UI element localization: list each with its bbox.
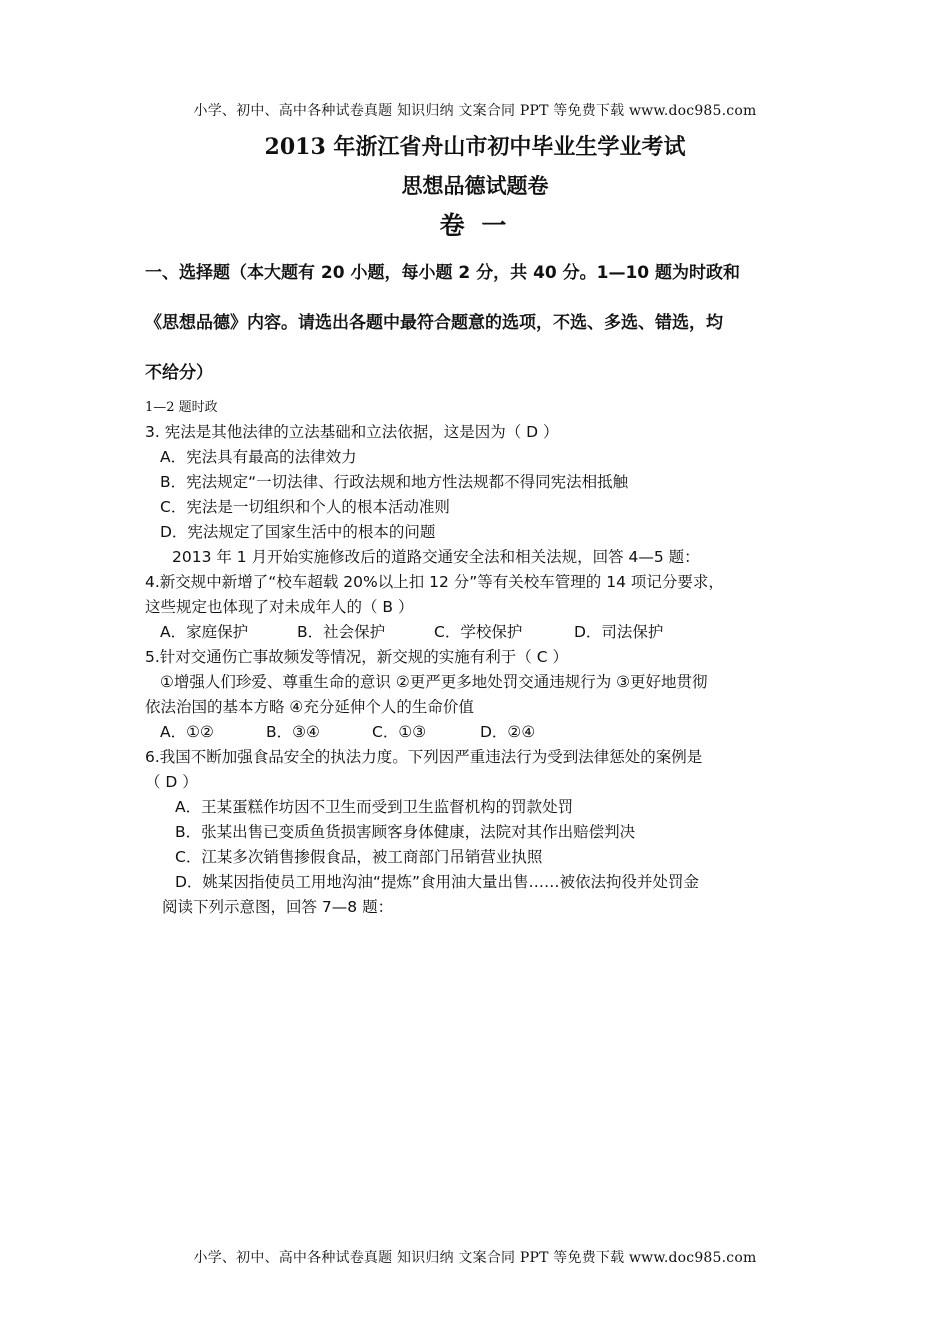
section-instruction-line-2: 《思想品德》内容。请选出各题中最符合题意的选项，不选、多选、错选，均 bbox=[145, 313, 723, 333]
question-4-line-1: 4.新交规中新增了“校车超载 20%以上扣 12 分”等有关校车管理的 14 项记分要求， bbox=[145, 573, 724, 591]
question-4-option-c: C．学校保护 bbox=[434, 623, 523, 641]
section-instruction-line-1: 一、选择题（本大题有 20 小题，每小题 2 分，共 40 分。1—10 题为时政和 bbox=[145, 263, 741, 283]
question-4-options bbox=[160, 620, 663, 642]
question-4-line-2: 这些规定也体现了对未成年人的（ B ） bbox=[145, 598, 414, 616]
question-5-statements-line-2: 依法治国的基本方略 ④充分延伸个人的生命价值 bbox=[145, 698, 474, 716]
question-5-option-a: A．①② bbox=[160, 723, 214, 741]
question-6-line-1: 6.我国不断加强食品安全的执法力度。下列因严重违法行为受到法律惩处的案例是 bbox=[145, 748, 703, 766]
question-6-option-a: A．王某蛋糕作坊因不卫生而受到卫生监督机构的罚款处罚 bbox=[175, 798, 574, 816]
question-6-option-d: D．姚某因指使员工用地沟油“提炼”食用油大量出售……被依法拘役并处罚金 bbox=[175, 873, 699, 891]
exam-title: 2013 年浙江省舟山市初中毕业生学业考试 bbox=[264, 134, 686, 160]
question-3-stem: 3. 宪法是其他法律的立法基础和立法依据，这是因为（ D ） bbox=[145, 423, 559, 441]
intro-questions-4-5: 2013 年 1 月开始实施修改后的道路交通安全法和相关法规，回答 4—5 题： bbox=[172, 548, 700, 566]
question-4-option-a: A．家庭保护 bbox=[160, 623, 249, 641]
question-3-option-c: C．宪法是一切组织和个人的根本活动准则 bbox=[160, 498, 450, 516]
question-5-stem: 5.针对交通伤亡事故频发等情况，新交规的实施有利于（ C ） bbox=[145, 648, 568, 666]
watermark-bottom: 小学、初中、高中各种试卷真题 知识归纳 文案合同 PPT 等免费下载 www.doc985.com bbox=[193, 1250, 757, 1266]
question-5-option-d: D．②④ bbox=[480, 723, 536, 741]
question-5-options bbox=[160, 720, 535, 742]
question-3-option-a: A．宪法具有最高的法律效力 bbox=[160, 448, 357, 466]
question-5-statements-line-1: ①增强人们珍爱、尊重生命的意识 ②更严更多地处罚交通违规行为 ③更好地贯彻 bbox=[160, 673, 708, 691]
note-current-affairs: 1—2 题时政 bbox=[145, 400, 218, 415]
question-3-option-b: B．宪法规定“一切法律、行政法规和地方性法规都不得同宪法相抵触 bbox=[160, 473, 629, 491]
question-6-option-c: C．江某多次销售掺假食品，被工商部门吊销营业执照 bbox=[175, 848, 543, 866]
intro-questions-7-8: 阅读下列示意图，回答 7—8 题： bbox=[162, 898, 394, 916]
question-5-option-c: C．①③ bbox=[372, 723, 427, 741]
volume-heading: 卷 一 bbox=[439, 211, 511, 240]
watermark-top: 小学、初中、高中各种试卷真题 知识归纳 文案合同 PPT 等免费下载 www.doc985.com bbox=[193, 103, 757, 119]
question-5-option-b: B．③④ bbox=[266, 723, 320, 741]
question-3-option-d: D．宪法规定了国家生活中的根本的问题 bbox=[160, 523, 436, 541]
section-instruction-line-3: 不给分） bbox=[145, 363, 213, 383]
exam-subtitle: 思想品德试题卷 bbox=[401, 173, 549, 198]
question-6-line-2: （ D ） bbox=[145, 773, 198, 791]
question-4-option-d: D．司法保护 bbox=[574, 623, 664, 641]
question-6-option-b: B．张某出售已变质鱼货损害顾客身体健康，法院对其作出赔偿判决 bbox=[175, 823, 636, 841]
question-4-option-b: B．社会保护 bbox=[297, 623, 386, 641]
